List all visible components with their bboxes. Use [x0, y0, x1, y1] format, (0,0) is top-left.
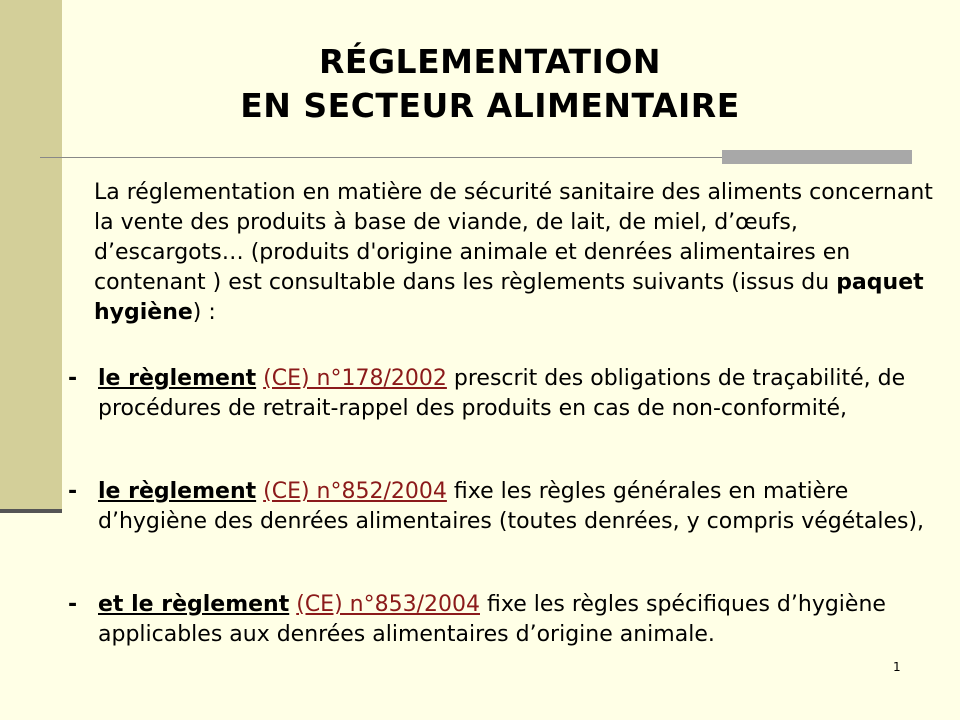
title-line-2: EN SECTEUR ALIMENTAIRE	[240, 86, 740, 125]
page-number: 1	[893, 660, 901, 674]
item-text: fixe les règles spécifiques d’hygiène applicables aux denrées alimentaires d’origine animale.	[98, 592, 886, 647]
list-dash: -	[68, 366, 78, 391]
item-lead: et le règlement	[98, 592, 290, 617]
intro-paragraph	[94, 178, 954, 328]
intro-bold-term: paquet hygiène	[94, 270, 924, 325]
regulation-reference: (CE) n°852/2004	[263, 479, 447, 504]
list-item	[68, 590, 948, 650]
slide-title	[0, 40, 960, 128]
item-text: fixe les règles générales en matière d’hygiène des denrées alimentaires (toutes denrées, y compris végétales),	[98, 479, 925, 534]
list-item	[68, 477, 948, 537]
item-lead: le règlement	[98, 479, 257, 504]
item-text: prescrit des obligations de traçabilité, de procédures de retrait-rappel des produits en cas de non-conformité,	[98, 366, 906, 421]
intro-text-end: ) :	[192, 300, 216, 325]
regulation-reference: (CE) n°853/2004	[296, 592, 480, 617]
item-lead: le règlement	[98, 366, 257, 391]
title-line-1: RÉGLEMENTATION	[319, 42, 661, 81]
intro-text: La réglementation en matière de sécurité sanitaire des aliments concernant la vente des produits à base de viande, de lait, de miel, d’œufs, d’escargots… (produits d'origine animale et denrées alimentaires en contenant ) est consultable dans les règlements suivants (issus du	[94, 180, 933, 295]
list-dash: -	[68, 592, 78, 617]
title-accent-bar	[722, 150, 912, 164]
list-item	[68, 364, 948, 424]
left-band-underline	[0, 509, 62, 513]
list-dash: -	[68, 479, 78, 504]
regulation-reference: (CE) n°178/2002	[263, 366, 447, 391]
